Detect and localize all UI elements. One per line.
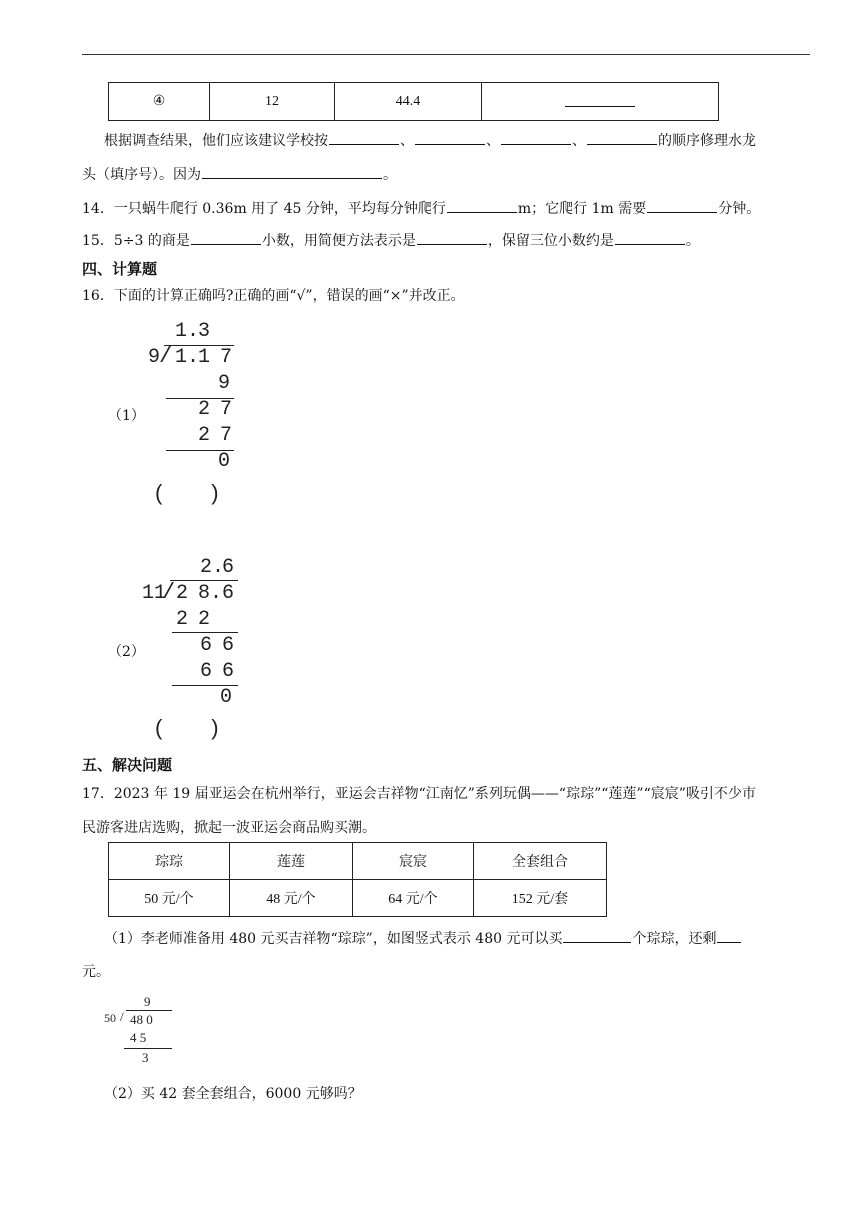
answer-blank[interactable] [202, 164, 382, 179]
subtrahend-digit: 2 [176, 608, 189, 631]
question-number: 15． [82, 233, 114, 249]
division-line [124, 1048, 172, 1049]
section-heading: 四、计算题 [82, 260, 158, 278]
quotient-digit: . [187, 320, 200, 343]
item-2-label: （2） [108, 644, 145, 660]
quotient-digit: . [212, 556, 225, 579]
answer-blank[interactable] [587, 130, 657, 145]
dividend-digit: 6 [222, 582, 235, 605]
answer-blank[interactable] [565, 92, 635, 107]
question-14 [82, 198, 760, 219]
survey-table [108, 82, 719, 121]
dividend-digit: 7 [220, 346, 233, 369]
dividend: 48 0 [130, 1012, 153, 1027]
remainder-digit: 6 [222, 634, 235, 657]
quotient-digit: 2 [200, 556, 213, 579]
q13-text: 头（填序号）。因为 [82, 167, 201, 183]
question-text: （1）李老师准备用 480 元买吉祥物“琮琮”，如图竖式表示 480 元可以买 [104, 931, 563, 947]
question-text: 小数，用简便方法表示是 [261, 233, 416, 249]
q13-text: 。 [383, 167, 397, 183]
question-text: 个琮琮，还剩 [632, 931, 717, 947]
subtrahend-digit: 2 [198, 608, 211, 631]
question-17-part2 [104, 1084, 362, 1104]
answer-blank[interactable] [417, 230, 487, 245]
question-15 [82, 230, 700, 251]
subtrahend-digit: 2 [198, 424, 211, 447]
subtrahend-digit: 7 [220, 424, 233, 447]
answer-parentheses[interactable]: ( ) [155, 715, 219, 740]
final-remainder: 0 [220, 686, 233, 709]
answer-blank[interactable] [191, 230, 261, 245]
final-remainder: 0 [218, 450, 231, 473]
question-17-line1 [82, 784, 756, 804]
remainder-digit: 2 [198, 398, 211, 421]
header-rule [82, 54, 810, 55]
question-number: 14． [82, 201, 114, 217]
divisor: 9 [148, 346, 161, 369]
subtrahend-digit: 6 [200, 660, 213, 683]
q13-text: 根据调查结果，他们应该建议学校按 [104, 133, 328, 149]
question-text: 一只蜗牛爬行 0.36m 用了 45 分钟，平均每分钟爬行 [113, 201, 446, 217]
question-text: m；它爬行 1m 需要 [517, 201, 647, 217]
dividend-digit: 1 [198, 346, 211, 369]
table-cell: 64 元/个 [353, 880, 474, 917]
separator: 、 [486, 133, 500, 149]
answer-blank[interactable] [717, 928, 741, 943]
question-text: 分钟。 [718, 201, 761, 217]
dividend-digit: . [187, 346, 200, 369]
table-cell: ④ [109, 83, 210, 121]
mini-long-division [104, 994, 184, 1074]
remainder: 3 [142, 1050, 149, 1065]
q13-text: 的顺序修理水龙 [658, 133, 756, 149]
division-line [172, 632, 238, 633]
question-number: 17． [82, 786, 114, 802]
dividend-digit: 8 [198, 582, 211, 605]
question-text: 5÷3 的商是 [113, 233, 190, 249]
q13-line1 [104, 130, 756, 151]
division-bracket: / [159, 344, 173, 369]
table-header: 全套组合 [474, 843, 607, 880]
remainder-digit: 7 [220, 398, 233, 421]
dividend-digit: . [210, 582, 223, 605]
item-1-label: （1） [108, 408, 145, 424]
divisor: 50 [104, 1011, 116, 1025]
section-heading: 五、解决问题 [82, 756, 173, 774]
long-division-1 [140, 318, 260, 473]
division-bar [126, 1010, 172, 1011]
table-cell: 44.4 [335, 83, 482, 121]
division-bracket: / [120, 1009, 124, 1024]
answer-parentheses[interactable]: ( ) [155, 480, 219, 505]
dividend-digit: 1 [175, 346, 188, 369]
answer-blank[interactable] [563, 928, 631, 943]
question-text: 下面的计算正确吗?正确的画“√”，错误的画“×”并改正。 [113, 288, 465, 304]
question-17-part1-end [82, 962, 110, 982]
division-bracket: / [162, 580, 176, 605]
table-header: 莲莲 [230, 843, 353, 880]
q13-line2 [82, 164, 397, 185]
table-header: 琮琮 [109, 843, 230, 880]
subtrahend: 9 [218, 372, 231, 395]
remainder-digit: 6 [200, 634, 213, 657]
answer-blank[interactable] [501, 130, 571, 145]
question-16 [82, 286, 465, 306]
quotient-digit: 1 [175, 320, 188, 343]
subtrahend-digit: 6 [222, 660, 235, 683]
subtrahend: 4 5 [130, 1030, 147, 1045]
quotient-digit: 6 [222, 556, 235, 579]
answer-blank[interactable] [615, 230, 685, 245]
answer-cell [482, 83, 719, 121]
answer-blank[interactable] [329, 130, 399, 145]
table-header: 宸宸 [353, 843, 474, 880]
table-cell: 152 元/套 [474, 880, 607, 917]
table-cell: 12 [210, 83, 335, 121]
divisor: 11 [142, 582, 167, 605]
question-text: （2）买 42 套全套组合，6000 元够吗？ [104, 1086, 362, 1102]
answer-blank[interactable] [647, 198, 717, 213]
answer-blank[interactable] [415, 130, 485, 145]
question-text: 元。 [82, 964, 110, 980]
table-cell: 48 元/个 [230, 880, 353, 917]
quotient-digit: 3 [198, 320, 211, 343]
question-17-line2 [82, 818, 376, 838]
question-text: 。 [685, 233, 700, 249]
question-text: ，保留三位小数约是 [487, 233, 614, 249]
quotient: 9 [144, 994, 151, 1009]
question-text: 2023 年 19 届亚运会在杭州举行，亚运会吉祥物“江南忆”系列玩偶——“琮琮”“莲莲”“宸宸”吸引不少市 [113, 786, 756, 802]
division-bar [170, 580, 238, 581]
price-table [108, 842, 607, 917]
table-cell: 50 元/个 [109, 880, 230, 917]
question-number: 16． [82, 288, 114, 304]
separator: 、 [400, 133, 414, 149]
question-17-part1 [104, 928, 742, 949]
question-text: 民游客进店选购，掀起一波亚运会商品购买潮。 [82, 820, 376, 836]
answer-blank[interactable] [447, 198, 517, 213]
long-division-2 [140, 554, 260, 714]
dividend-digit: 2 [176, 582, 189, 605]
separator: 、 [572, 133, 586, 149]
